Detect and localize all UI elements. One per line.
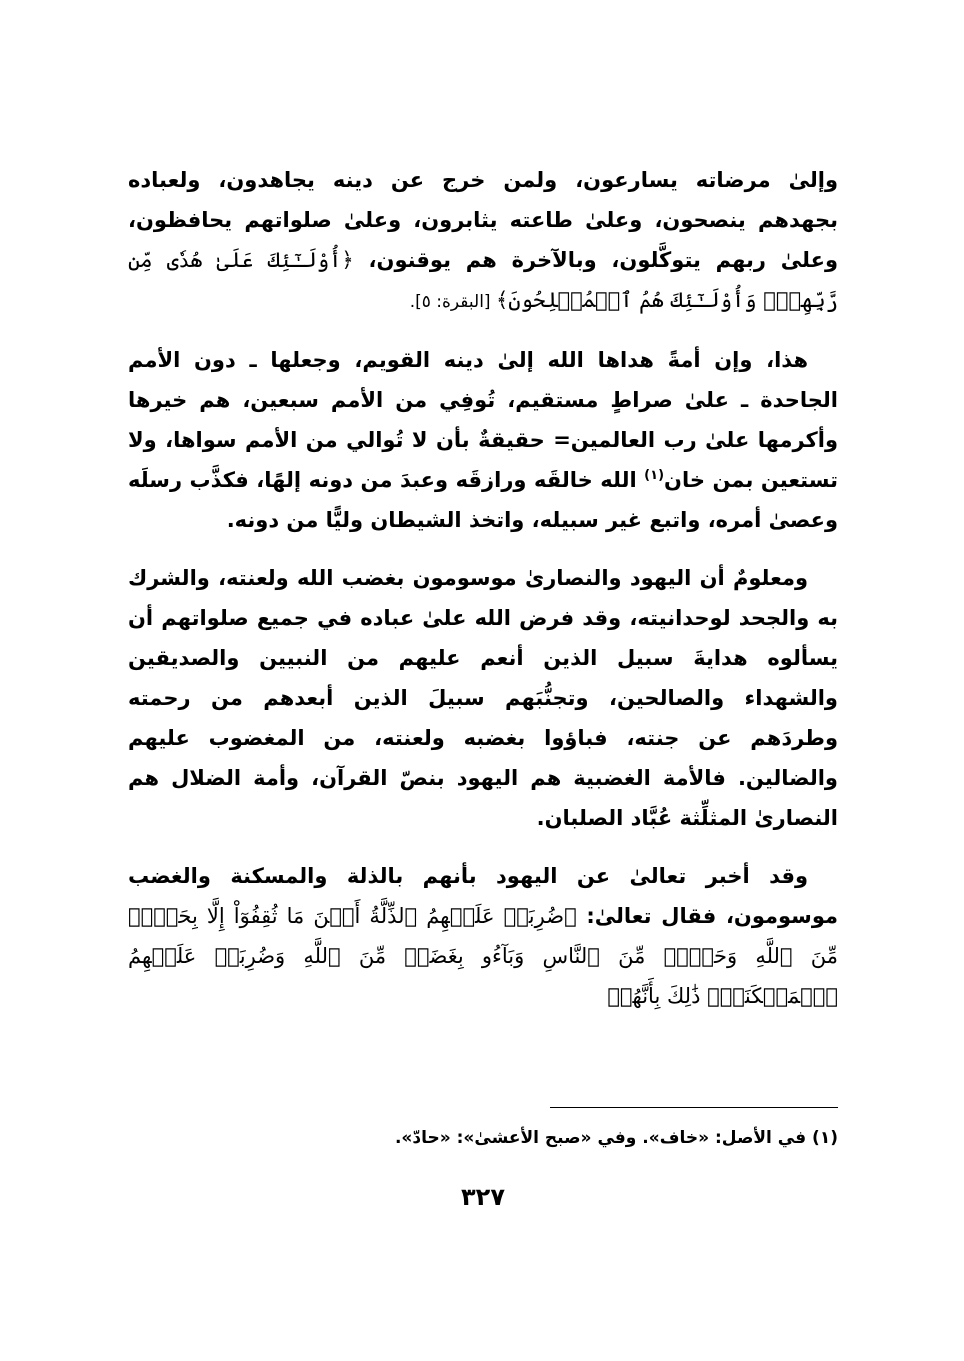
quran-verse-1: ﴿أُوْلَـٰٓئِكَ عَلَىٰ هُدٗى مِّن رَّبِّهِمۡۖ وَأُوْلَـٰٓئِكَ هُمُ ٱلۡمُفۡلِحُونَ﴾ <box>128 248 838 312</box>
paragraph-2-text-continued: الله خالقَه ورازقَه وعبدَ من دونه إلهًا، فكذَّب رسلَه وعصىٰ أمره، واتبع غير سبيله، واتخذ الشيطان وليًّا من دونه. <box>128 468 838 532</box>
page-number: ٣٢٧ <box>461 1183 505 1211</box>
paragraph-3 <box>128 558 838 838</box>
quran-verse-2: ﴿ضُرِبَتۡ عَلَيۡهِمُ ٱلذِّلَّةُ أَيۡنَ مَا ثُقِفُوٓاْ إِلَّا بِحَبۡلٖ مِّنَ ٱللَّهِ وَحَبۡلٖ مِّنَ ٱلنَّاسِ وَبَآءُو بِغَضَبٖ مِّنَ ٱللَّهِ وَضُرِبَتۡ عَلَيۡهِمُ ٱلۡمَسۡكَنَةُۚ ذَٰلِكَ بِأَنَّهُمۡ <box>128 904 838 1008</box>
paragraph-3-text: ومعلومٌ أن اليهود والنصارىٰ موسومون بغضب الله ولعنته، والشرك به والجحد لوحدانيته، وقد فرض الله علىٰ عباده في جميع صلواتهم أن يسألوه هدايةَ سبيل الذين أنعم عليهم من النبيين والصديقين والشهداء والصالحين، وتجنُّبَهم سبيلَ الذين أبعدهم من رحمته وطردَهم عن جنته، فباؤوا بغضبه ولعنته، من المغضوب عليهم والضالين. فالأمة الغضبية هم اليهود بنصّ القرآن، وأمة الضلال هم النصارىٰ المثلِّثة عُبَّاد الصلبان. <box>128 566 838 830</box>
footnote: (١) في الأصل: «خاف». وفي «صبح الأعشىٰ»: «حادّ». <box>394 1128 838 1148</box>
footnote-marker[interactable]: (١) <box>644 468 665 483</box>
paragraph-4-text: وقد أخبر تعالىٰ عن اليهود بأنهم بالذلة والمسكنة والغضب موسومون، فقال تعالىٰ: <box>128 864 838 928</box>
paragraph-2-text: هذا، وإن أمةً هداها الله إلىٰ دينه القويم، وجعلها ـ دون الأمم الجاحدة ـ علىٰ صراطٍ مستقيم، تُوفِي من الأمم سبعين، هم خيرها وأكرمها علىٰ رب العالمين= حقيقةٌ بأن لا تُوالي من الأمم سواها، ولا تستعين بمن خان <box>128 348 838 492</box>
paragraph-1-text: وإلىٰ مرضاته يسارعون، ولمن خرج عن دينه يجاهدون، ولعباده بجهدهم ينصحون، وعلىٰ طاعته يثابرون، وعلىٰ صلواتهم يحافظون، وعلىٰ ربهم يتوكَّلون، وبالآخرة هم يوقنون، <box>128 168 838 272</box>
quran-reference-1: [البقرة: ٥]. <box>409 292 496 312</box>
paragraph-4 <box>128 856 838 1016</box>
paragraph-2 <box>128 340 838 540</box>
main-text <box>128 160 838 1034</box>
paragraph-1 <box>128 160 838 322</box>
footnote-divider <box>550 1107 838 1108</box>
book-page <box>128 0 838 1361</box>
